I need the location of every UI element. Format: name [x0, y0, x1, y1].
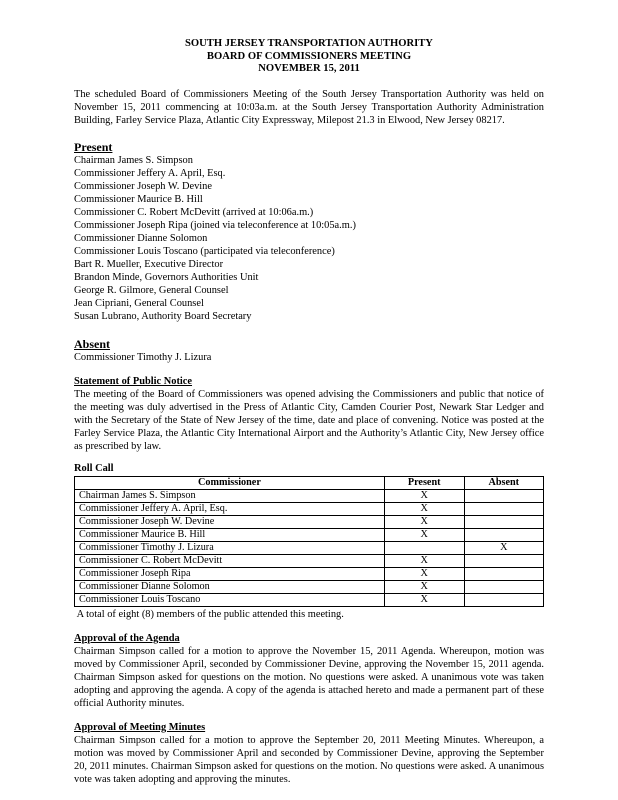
present-cell: X: [384, 528, 464, 541]
commissioner-name-cell: Commissioner Dianne Solomon: [75, 580, 385, 593]
column-header-present: Present: [384, 476, 464, 489]
commissioner-name-cell: Commissioner C. Robert McDevitt: [75, 554, 385, 567]
table-row: [75, 567, 544, 580]
present-heading: Present: [74, 139, 113, 154]
present-item: Commissioner Jeffery A. April, Esq.: [74, 167, 226, 179]
public-notice-heading: Statement of Public Notice: [74, 375, 193, 387]
present-item: Chairman James S. Simpson: [74, 154, 193, 166]
table-row: [75, 515, 544, 528]
table-row: [75, 528, 544, 541]
commissioner-name-cell: Commissioner Timothy J. Lizura: [75, 541, 385, 554]
present-cell: X: [384, 593, 464, 606]
table-row: [75, 593, 544, 606]
present-item: Commissioner Maurice B. Hill: [74, 193, 203, 205]
absent-cell: [464, 567, 543, 580]
public-notice-text: The meeting of the Board of Commissioners was opened advising the Commissioners and public that notice of the meeting was duly advertised in the Press of Atlantic City, Camden Courier Post, Newark Star Ledger and with the Secretary of the State of New Jersey of the time, date and place of convening. Notice was posted at the Farley Service Plaza, the Atlantic City International Airport and the Authority’s Atlantic City, New Jersey office as prescribed by law.: [74, 388, 544, 452]
present-item: Brandon Minde, Governors Authorities Unit: [74, 271, 259, 283]
commissioner-name-cell: Commissioner Jeffery A. April, Esq.: [75, 502, 385, 515]
commissioner-name-cell: Commissioner Maurice B. Hill: [75, 528, 385, 541]
roll-call-body: [75, 489, 544, 606]
commissioner-name-cell: Commissioner Joseph W. Devine: [75, 515, 385, 528]
roll-call-table: [74, 476, 544, 607]
absent-cell: [464, 554, 543, 567]
present-item: Jean Cipriani, General Counsel: [74, 297, 204, 309]
present-cell: X: [384, 554, 464, 567]
present-cell: X: [384, 515, 464, 528]
table-row: [75, 502, 544, 515]
present-item: Commissioner Joseph Ripa (joined via teleconference at 10:05a.m.): [74, 219, 356, 231]
present-cell: [384, 541, 464, 554]
agenda-text: Chairman Simpson called for a motion to approve the November 15, 2011 Agenda. Whereupon, motion was moved by Commissioner April, seconded by Commissioner Devine, approving the November 15, 2011 agenda. Chairman Simpson asked for questions on the motion. No questions were asked. A unanimous vote was taken adopting and approving the agenda. A copy of the agenda is attached hereto and made a permanent part of these official Authority minutes.: [74, 645, 544, 709]
public-attendance-note-text: A total of eight (8) members of the public attended this meeting.: [76, 608, 344, 620]
present-item: George R. Gilmore, General Counsel: [74, 284, 229, 296]
present-item: Bart R. Mueller, Executive Director: [74, 258, 224, 270]
present-item: Susan Lubrano, Authority Board Secretary: [74, 310, 252, 322]
public-attendance-note: [74, 608, 544, 621]
present-item: Commissioner Joseph W. Devine: [74, 180, 212, 192]
present-item: Commissioner C. Robert McDevitt (arrived at 10:06a.m.): [74, 206, 314, 218]
table-row: [75, 580, 544, 593]
header-date: NOVEMBER 15, 2011: [258, 63, 360, 75]
header-meeting: BOARD OF COMMISSIONERS MEETING: [206, 50, 412, 62]
present-list: [74, 154, 544, 323]
present-item: Commissioner Louis Toscano (participated via teleconference): [74, 245, 335, 257]
document-header: [74, 38, 544, 76]
absent-list: [74, 351, 544, 364]
table-row: [75, 489, 544, 502]
absent-heading: Absent: [74, 336, 111, 351]
absent-cell: [464, 580, 543, 593]
absent-cell: X: [464, 541, 543, 554]
column-header-absent: Absent: [464, 476, 543, 489]
absent-cell: [464, 489, 543, 502]
minutes-text: Chairman Simpson called for a motion to approve the September 20, 2011 Meeting Minutes. Whereupon, a motion was moved by Commissioner April and seconded by Commissioner Devine, approving the September 20, 2011 minutes. Chairman Simpson asked for questions on the motion. No questions were asked. A unanimous vote was taken adopting and approving the minutes.: [74, 734, 544, 785]
present-cell: X: [384, 567, 464, 580]
absent-cell: [464, 528, 543, 541]
absent-cell: [464, 502, 543, 515]
column-header-commissioner: Commissioner: [75, 476, 385, 489]
absent-cell: [464, 593, 543, 606]
roll-call-heading: Roll Call: [74, 462, 114, 474]
header-authority: SOUTH JERSEY TRANSPORTATION AUTHORITY: [185, 38, 433, 49]
absent-cell: [464, 515, 543, 528]
table-row: [75, 554, 544, 567]
minutes-heading: Approval of Meeting Minutes: [74, 721, 206, 733]
agenda-heading: Approval of the Agenda: [74, 632, 180, 644]
table-header-row: [75, 476, 544, 489]
table-row: [75, 541, 544, 554]
absent-item: Commissioner Timothy J. Lizura: [74, 351, 212, 363]
commissioner-name-cell: Commissioner Louis Toscano: [75, 593, 385, 606]
present-cell: X: [384, 489, 464, 502]
commissioner-name-cell: Chairman James S. Simpson: [75, 489, 385, 502]
intro-paragraph: The scheduled Board of Commissioners Meeting of the South Jersey Transportation Authority was held on November 15, 2011 commencing at 10:03a.m. at the South Jersey Transportation Authority Administration Building, Farley Service Plaza, Atlantic City Expressway, Milepost 21.3 in Elwood, New Jersey 08217.: [74, 88, 544, 126]
commissioner-name-cell: Commissioner Joseph Ripa: [75, 567, 385, 580]
present-item: Commissioner Dianne Solomon: [74, 232, 208, 244]
present-cell: X: [384, 502, 464, 515]
present-cell: X: [384, 580, 464, 593]
document-content: [74, 38, 544, 786]
